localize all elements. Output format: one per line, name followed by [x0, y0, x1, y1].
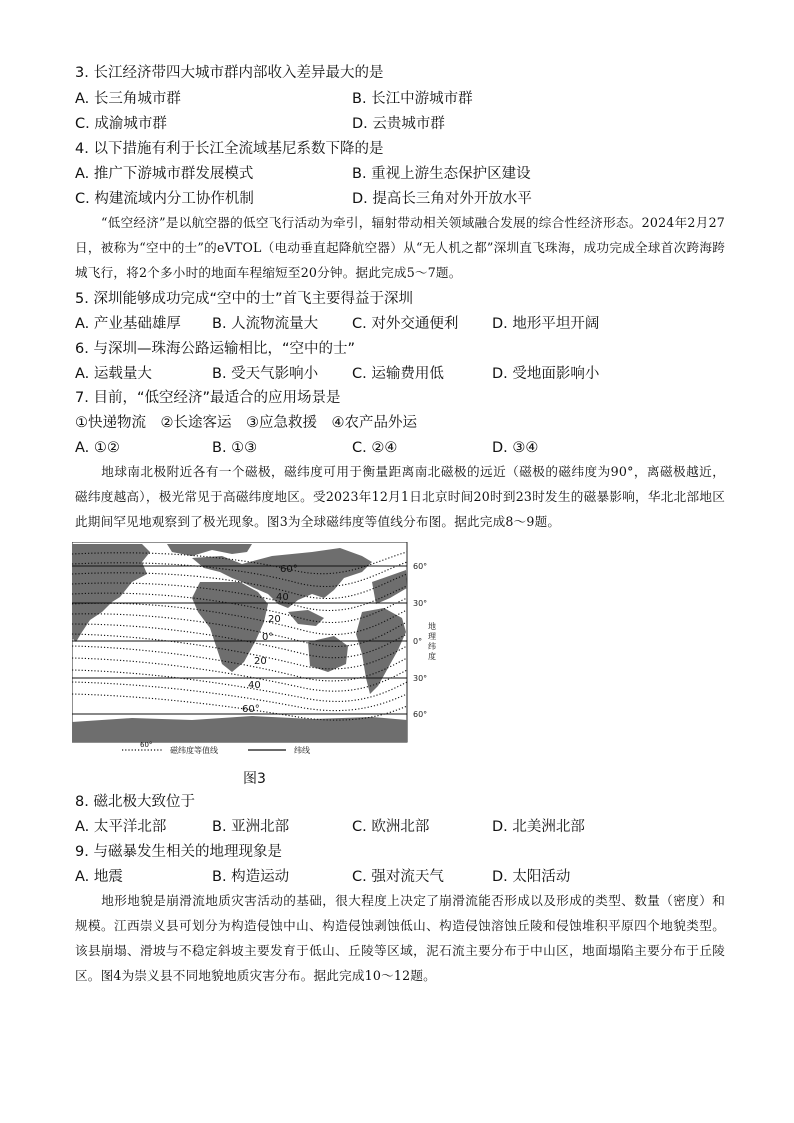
question-4-option-b[interactable]: B. 重视上游生态保护区建设 — [352, 166, 531, 182]
lat-label-60s: 60° — [413, 710, 428, 719]
question-7-option-c[interactable]: C. ②④ — [352, 440, 398, 456]
question-5-option-a[interactable]: A. 产业基础雄厚 — [75, 316, 181, 332]
question-8-option-b[interactable]: B. 亚洲北部 — [212, 819, 290, 835]
question-9-option-a[interactable]: A. 地震 — [75, 869, 123, 885]
contour-label-40n: 40 — [276, 592, 289, 603]
question-9-option-c[interactable]: C. 强对流天气 — [352, 869, 444, 885]
question-6-option-b[interactable]: B. 受天气影响小 — [212, 366, 319, 382]
contour-label-60n: 60° — [280, 564, 298, 575]
question-6-option-c[interactable]: C. 运输费用低 — [352, 366, 444, 382]
lat-label-0: 0° — [413, 637, 423, 646]
question-9-option-b[interactable]: B. 构造运动 — [212, 869, 290, 885]
question-7-option-d[interactable]: D. ③④ — [492, 440, 539, 456]
passage-3-text: 地形地貌是崩滑流地质灾害活动的基础，很大程度上决定了崩滑流能否形成以及形成的类型、数量（密度）和规模。江西崇义县可划分为构造侵蚀中山、构造侵蚀剥蚀低山、构造侵蚀溶蚀丘陵和侵蚀堆积平原四个地貌类型。该县崩塌、滑坡与不稳定斜坡主要发育于低山、丘陵等区域，泥石流主要分布于中山区，地面塌陷主要分布于丘陵区。图4为崇义县不同地貌地质灾害分布。据此完成10～12题。 — [75, 893, 725, 983]
lat-label-60n: 60° — [413, 562, 428, 571]
question-7-stem: 7. 目前，“低空经济”最适合的应用场景是 — [75, 390, 341, 406]
contour-label-0: 0° — [262, 632, 274, 643]
question-6-option-a[interactable]: A. 运载量大 — [75, 366, 152, 382]
passage-1-text: “低空经济”是以航空器的低空飞行活动为牵引，辐射带动相关领域融合发展的综合性经济形态。2024年2月27日，被称为“空中的士”的eVTOL（电动垂直起降航空器）从“无人机之都”深圳直飞珠海，成功完成全球首次跨海跨城飞行，将2个多小时的地面车程缩短至20分钟。据此完成5～7题。 — [75, 215, 725, 280]
question-4-stem: 4. 以下措施有利于长江全流域基尼系数下降的是 — [75, 141, 384, 157]
question-5-option-c[interactable]: C. 对外交通便利 — [352, 316, 459, 332]
question-6-stem: 6. 与深圳—珠海公路运输相比，“空中的士” — [75, 341, 355, 357]
question-9-option-d[interactable]: D. 太阳活动 — [492, 869, 571, 885]
contour-label-40s: 40 — [248, 680, 261, 691]
question-9-stem: 9. 与磁暴发生相关的地理现象是 — [75, 844, 282, 860]
question-3-option-b[interactable]: B. 长江中游城市群 — [352, 91, 473, 107]
figure-3-magnetic-latitude-map — [72, 542, 452, 760]
question-8-option-d[interactable]: D. 北美洲北部 — [492, 819, 585, 835]
question-5-option-d[interactable]: D. 地形平坦开阔 — [492, 316, 600, 332]
question-4-option-a[interactable]: A. 推广下游城市群发展模式 — [75, 166, 254, 182]
antarctica-land — [72, 716, 407, 742]
question-8-option-a[interactable]: A. 太平洋北部 — [75, 819, 167, 835]
question-3-stem: 3. 长江经济带四大城市群内部收入差异最大的是 — [75, 65, 384, 81]
lat-label-30n: 30° — [413, 599, 428, 608]
question-3-option-c[interactable]: C. 成渝城市群 — [75, 116, 167, 132]
question-8-option-c[interactable]: C. 欧洲北部 — [352, 819, 430, 835]
lat-label-30s: 30° — [413, 674, 428, 683]
question-6-option-d[interactable]: D. 受地面影响小 — [492, 366, 600, 382]
question-3-option-d[interactable]: D. 云贵城市群 — [352, 116, 445, 132]
question-7-items: ①快递物流 ②长途客运 ③应急救援 ④农产品外运 — [75, 415, 417, 431]
question-4-option-d[interactable]: D. 提高长三角对外开放水平 — [352, 191, 532, 207]
legend-dotted-label: 磁纬度等值线 — [170, 746, 218, 755]
world-map-svg — [72, 542, 452, 760]
contour-label-20s: 20 — [254, 656, 267, 667]
legend-solid-label: 纬线 — [294, 746, 310, 755]
question-5-stem: 5. 深圳能够成功完成“空中的士”首飞主要得益于深圳 — [75, 291, 413, 307]
figure-legend — [122, 741, 310, 755]
passage-landform-hazards — [75, 888, 725, 988]
question-3-option-a[interactable]: A. 长三角城市群 — [75, 91, 181, 107]
passage-magnetic-storm — [75, 459, 725, 534]
axis-title-geographic-latitude: 地理纬度 — [428, 622, 436, 661]
legend-marker-label: 60° — [140, 741, 153, 749]
contour-label-60s: 60° — [242, 704, 260, 715]
contour-label-20n: 20 — [268, 614, 281, 625]
passage-low-altitude-economy — [75, 210, 725, 285]
question-4-option-c[interactable]: C. 构建流域内分工协作机制 — [75, 191, 254, 207]
question-7-option-b[interactable]: B. ①③ — [212, 440, 258, 456]
figure-3-caption: 图3 — [243, 771, 266, 787]
question-7-option-a[interactable]: A. ①② — [75, 440, 120, 456]
passage-2-text: 地球南北极附近各有一个磁极，磁纬度可用于衡量距离南北磁极的远近（磁极的磁纬度为90°，离磁极越近，磁纬度越高），极光常见于高磁纬度地区。受2023年12月1日北京时间20时到23时发生的磁暴影响，华北北部地区此期间罕见地观察到了极光现象。图3为全球磁纬度等值线分布图。据此完成8～9题。 — [75, 464, 725, 529]
question-5-option-b[interactable]: B. 人流物流量大 — [212, 316, 319, 332]
question-8-stem: 8. 磁北极大致位于 — [75, 794, 195, 810]
